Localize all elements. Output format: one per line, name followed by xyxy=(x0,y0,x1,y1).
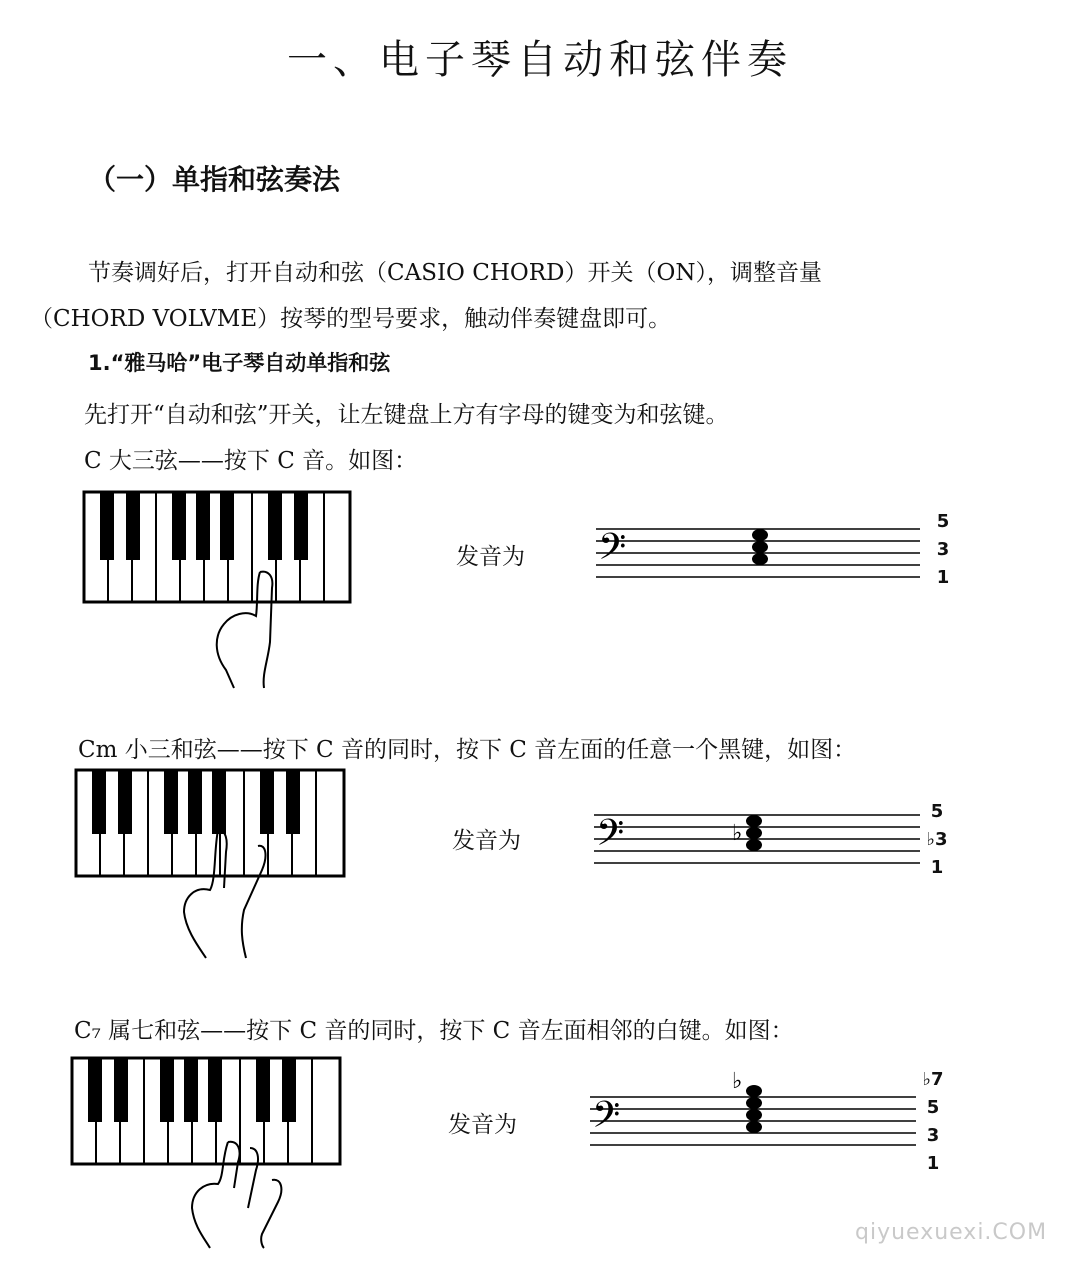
bass-clef-icon: 𝄢 xyxy=(592,1094,621,1145)
keyboard-keys xyxy=(72,1058,340,1164)
degree-stack-minor xyxy=(922,798,952,882)
degree-stack-major xyxy=(928,508,958,592)
bass-staff-dominant7 xyxy=(590,1069,920,1152)
degree-flat-7: ♭7 xyxy=(922,1069,944,1090)
bass-staff-minor xyxy=(594,810,924,870)
flat-icon: ♭ xyxy=(732,1069,743,1094)
degree-1: 1 xyxy=(936,567,950,588)
chord-notes xyxy=(746,815,762,851)
sound-label-dominant7: 发音为 xyxy=(448,1112,517,1138)
degree-1: 1 xyxy=(930,857,944,878)
keyboard-keys xyxy=(76,770,344,876)
instruction-text: 先打开“自动和弦”开关，让左键盘上方有字母的键变为和弦键。 xyxy=(84,402,729,428)
flat-icon: ♭ xyxy=(732,821,743,846)
degree-3: 3 xyxy=(926,1125,940,1146)
sound-label-major: 发音为 xyxy=(456,544,525,570)
intro-line-2: （CHORD VOLVME）按琴的型号要求，触动伴奏键盘即可。 xyxy=(30,306,672,332)
watermark: qiyuexuexi.COM xyxy=(855,1220,1048,1245)
sound-label-minor: 发音为 xyxy=(452,828,521,854)
degree-5: 5 xyxy=(936,511,950,532)
example-caption-major: C 大三弦——按下 C 音。如图： xyxy=(84,448,418,474)
intro-line-1: 节奏调好后，打开自动和弦（CASIO CHORD）开关（ON），调整音量 xyxy=(88,260,822,286)
keyboard-figure-major xyxy=(84,492,352,692)
chord-notes xyxy=(752,529,768,565)
example-caption-dominant7: C₇ 属七和弦——按下 C 音的同时，按下 C 音左面相邻的白键。如图： xyxy=(74,1018,794,1044)
degree-3: 3 xyxy=(936,539,950,560)
bass-staff-major xyxy=(596,524,926,584)
bass-clef-icon: 𝄢 xyxy=(598,526,627,577)
degree-5: 5 xyxy=(926,1097,940,1118)
degree-flat-3: ♭3 xyxy=(926,829,948,850)
bass-clef-icon: 𝄢 xyxy=(596,812,625,863)
degree-1: 1 xyxy=(926,1153,940,1174)
section-heading: （一）单指和弦奏法 xyxy=(88,163,341,196)
page-title: 一、电子琴自动和弦伴奏 xyxy=(287,37,793,83)
subheading: 1.“雅马哈”电子琴自动单指和弦 xyxy=(88,351,391,375)
keyboard-figure-minor xyxy=(76,770,346,960)
keyboard-keys xyxy=(84,492,350,602)
example-caption-minor: Cm 小三和弦——按下 C 音的同时，按下 C 音左面的任意一个黑键，如图： xyxy=(78,737,857,763)
degree-stack-dominant7 xyxy=(918,1066,948,1178)
keyboard-figure-dominant7 xyxy=(72,1058,342,1248)
degree-5: 5 xyxy=(930,801,944,822)
